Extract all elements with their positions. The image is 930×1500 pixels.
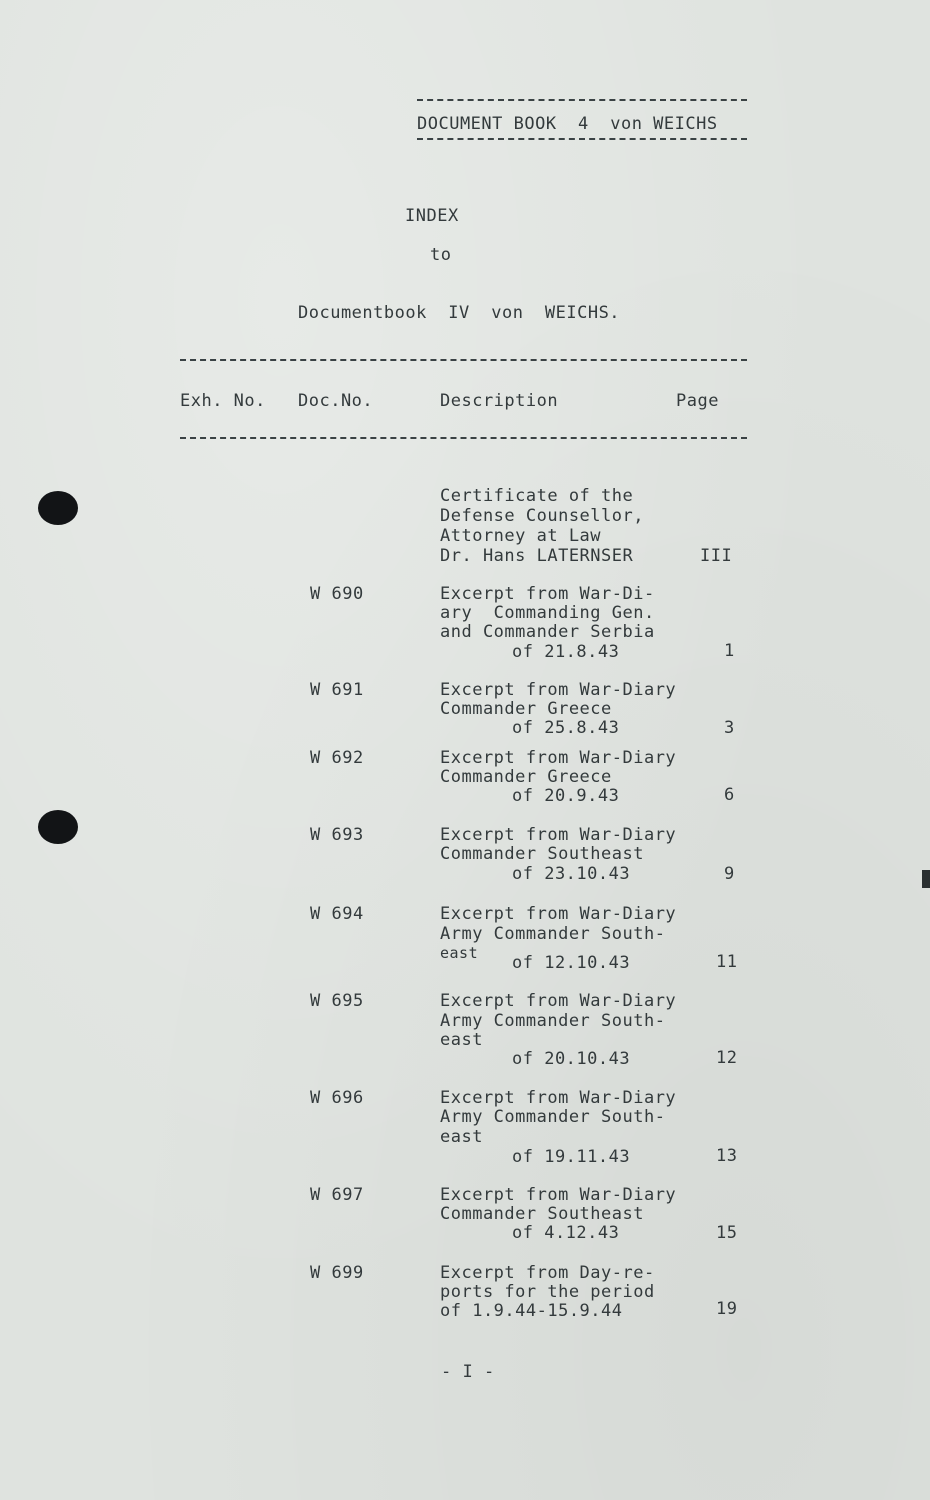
- row-page: 13: [716, 1146, 738, 1166]
- header-rule-top: [417, 99, 747, 101]
- row-page: III: [700, 546, 733, 566]
- row-description-line: east: [440, 1030, 483, 1050]
- column-header-description: Description: [440, 391, 559, 411]
- row-date: of 12.10.43: [512, 953, 631, 973]
- row-doc-no: W 697: [310, 1185, 364, 1205]
- row-description-line: Army Commander South-: [440, 1011, 666, 1031]
- row-description-line: Army Commander South-: [440, 924, 666, 944]
- row-doc-no: W 695: [310, 991, 364, 1011]
- row-doc-no: W 694: [310, 904, 364, 924]
- row-description-line: Commander Greece: [440, 767, 612, 787]
- index-subtitle: Documentbook IV von WEICHS.: [298, 303, 621, 323]
- row-description-line: Certificate of the: [440, 486, 634, 506]
- document-book-title: DOCUMENT BOOK 4 von WEICHS: [417, 114, 718, 134]
- row-description-line: Excerpt from Day-re-: [440, 1263, 655, 1283]
- page-number: - I -: [441, 1362, 495, 1382]
- row-doc-no: W 699: [310, 1263, 364, 1283]
- row-page: 9: [724, 864, 735, 884]
- row-description-line: Commander Southeast: [440, 844, 644, 864]
- row-page: 15: [716, 1223, 738, 1243]
- row-page: 6: [724, 785, 735, 805]
- row-date: of 21.8.43: [512, 642, 620, 662]
- row-date: of 23.10.43: [512, 864, 631, 884]
- row-page: 19: [716, 1299, 738, 1319]
- row-doc-no: W 690: [310, 584, 364, 604]
- row-description-line: and Commander Serbia: [440, 622, 655, 642]
- row-description-line: Excerpt from War-Diary: [440, 748, 677, 768]
- row-description-line: Excerpt from War-Diary: [440, 991, 677, 1011]
- row-page: 1: [724, 641, 735, 661]
- row-date: of 25.8.43: [512, 718, 620, 738]
- column-header-doc-no: Doc.No.: [298, 391, 374, 411]
- row-description-line: Excerpt from War-Diary: [440, 680, 677, 700]
- row-description-line: Excerpt from War-Diary: [440, 904, 677, 924]
- row-description-line: Attorney at Law: [440, 526, 602, 546]
- row-doc-no: W 692: [310, 748, 364, 768]
- column-header-exh-no: Exh. No.: [180, 391, 266, 411]
- row-description-line: Dr. Hans LATERNSER: [440, 546, 634, 566]
- row-date: of 4.12.43: [512, 1223, 620, 1243]
- index-to: to: [430, 245, 452, 265]
- punch-hole-bottom: [38, 810, 78, 844]
- header-rule-bottom: [417, 138, 747, 140]
- row-description-line: Excerpt from War-Di-: [440, 584, 655, 604]
- row-description-line: ports for the period: [440, 1282, 655, 1302]
- row-date: of 19.11.43: [512, 1147, 631, 1167]
- row-page: 3: [724, 718, 735, 738]
- row-doc-no: W 696: [310, 1088, 364, 1108]
- row-description-line: of 1.9.44-15.9.44: [440, 1301, 623, 1321]
- row-description-line: Army Commander South-: [440, 1107, 666, 1127]
- punch-hole-top: [38, 491, 78, 525]
- table-rule-top: [180, 359, 747, 361]
- row-description-line: Excerpt from War-Diary: [440, 825, 677, 845]
- index-title: INDEX: [405, 206, 459, 226]
- row-date: of 20.10.43: [512, 1049, 631, 1069]
- row-doc-no: W 691: [310, 680, 364, 700]
- row-description-line: Excerpt from War-Diary: [440, 1088, 677, 1108]
- row-description-line: Commander Greece: [440, 699, 612, 719]
- row-description-line: east: [440, 944, 479, 962]
- table-rule-bottom: [180, 437, 747, 439]
- edge-mark: [922, 870, 930, 888]
- column-header-page: Page: [676, 391, 719, 411]
- row-description-line: Commander Southeast: [440, 1204, 644, 1224]
- row-description-line: Excerpt from War-Diary: [440, 1185, 677, 1205]
- row-description-line: east: [440, 1127, 483, 1147]
- row-date: of 20.9.43: [512, 786, 620, 806]
- row-page: 11: [716, 952, 738, 972]
- row-page: 12: [716, 1048, 738, 1068]
- row-doc-no: W 693: [310, 825, 364, 845]
- row-description-line: ary Commanding Gen.: [440, 603, 655, 623]
- row-description-line: Defense Counsellor,: [440, 506, 644, 526]
